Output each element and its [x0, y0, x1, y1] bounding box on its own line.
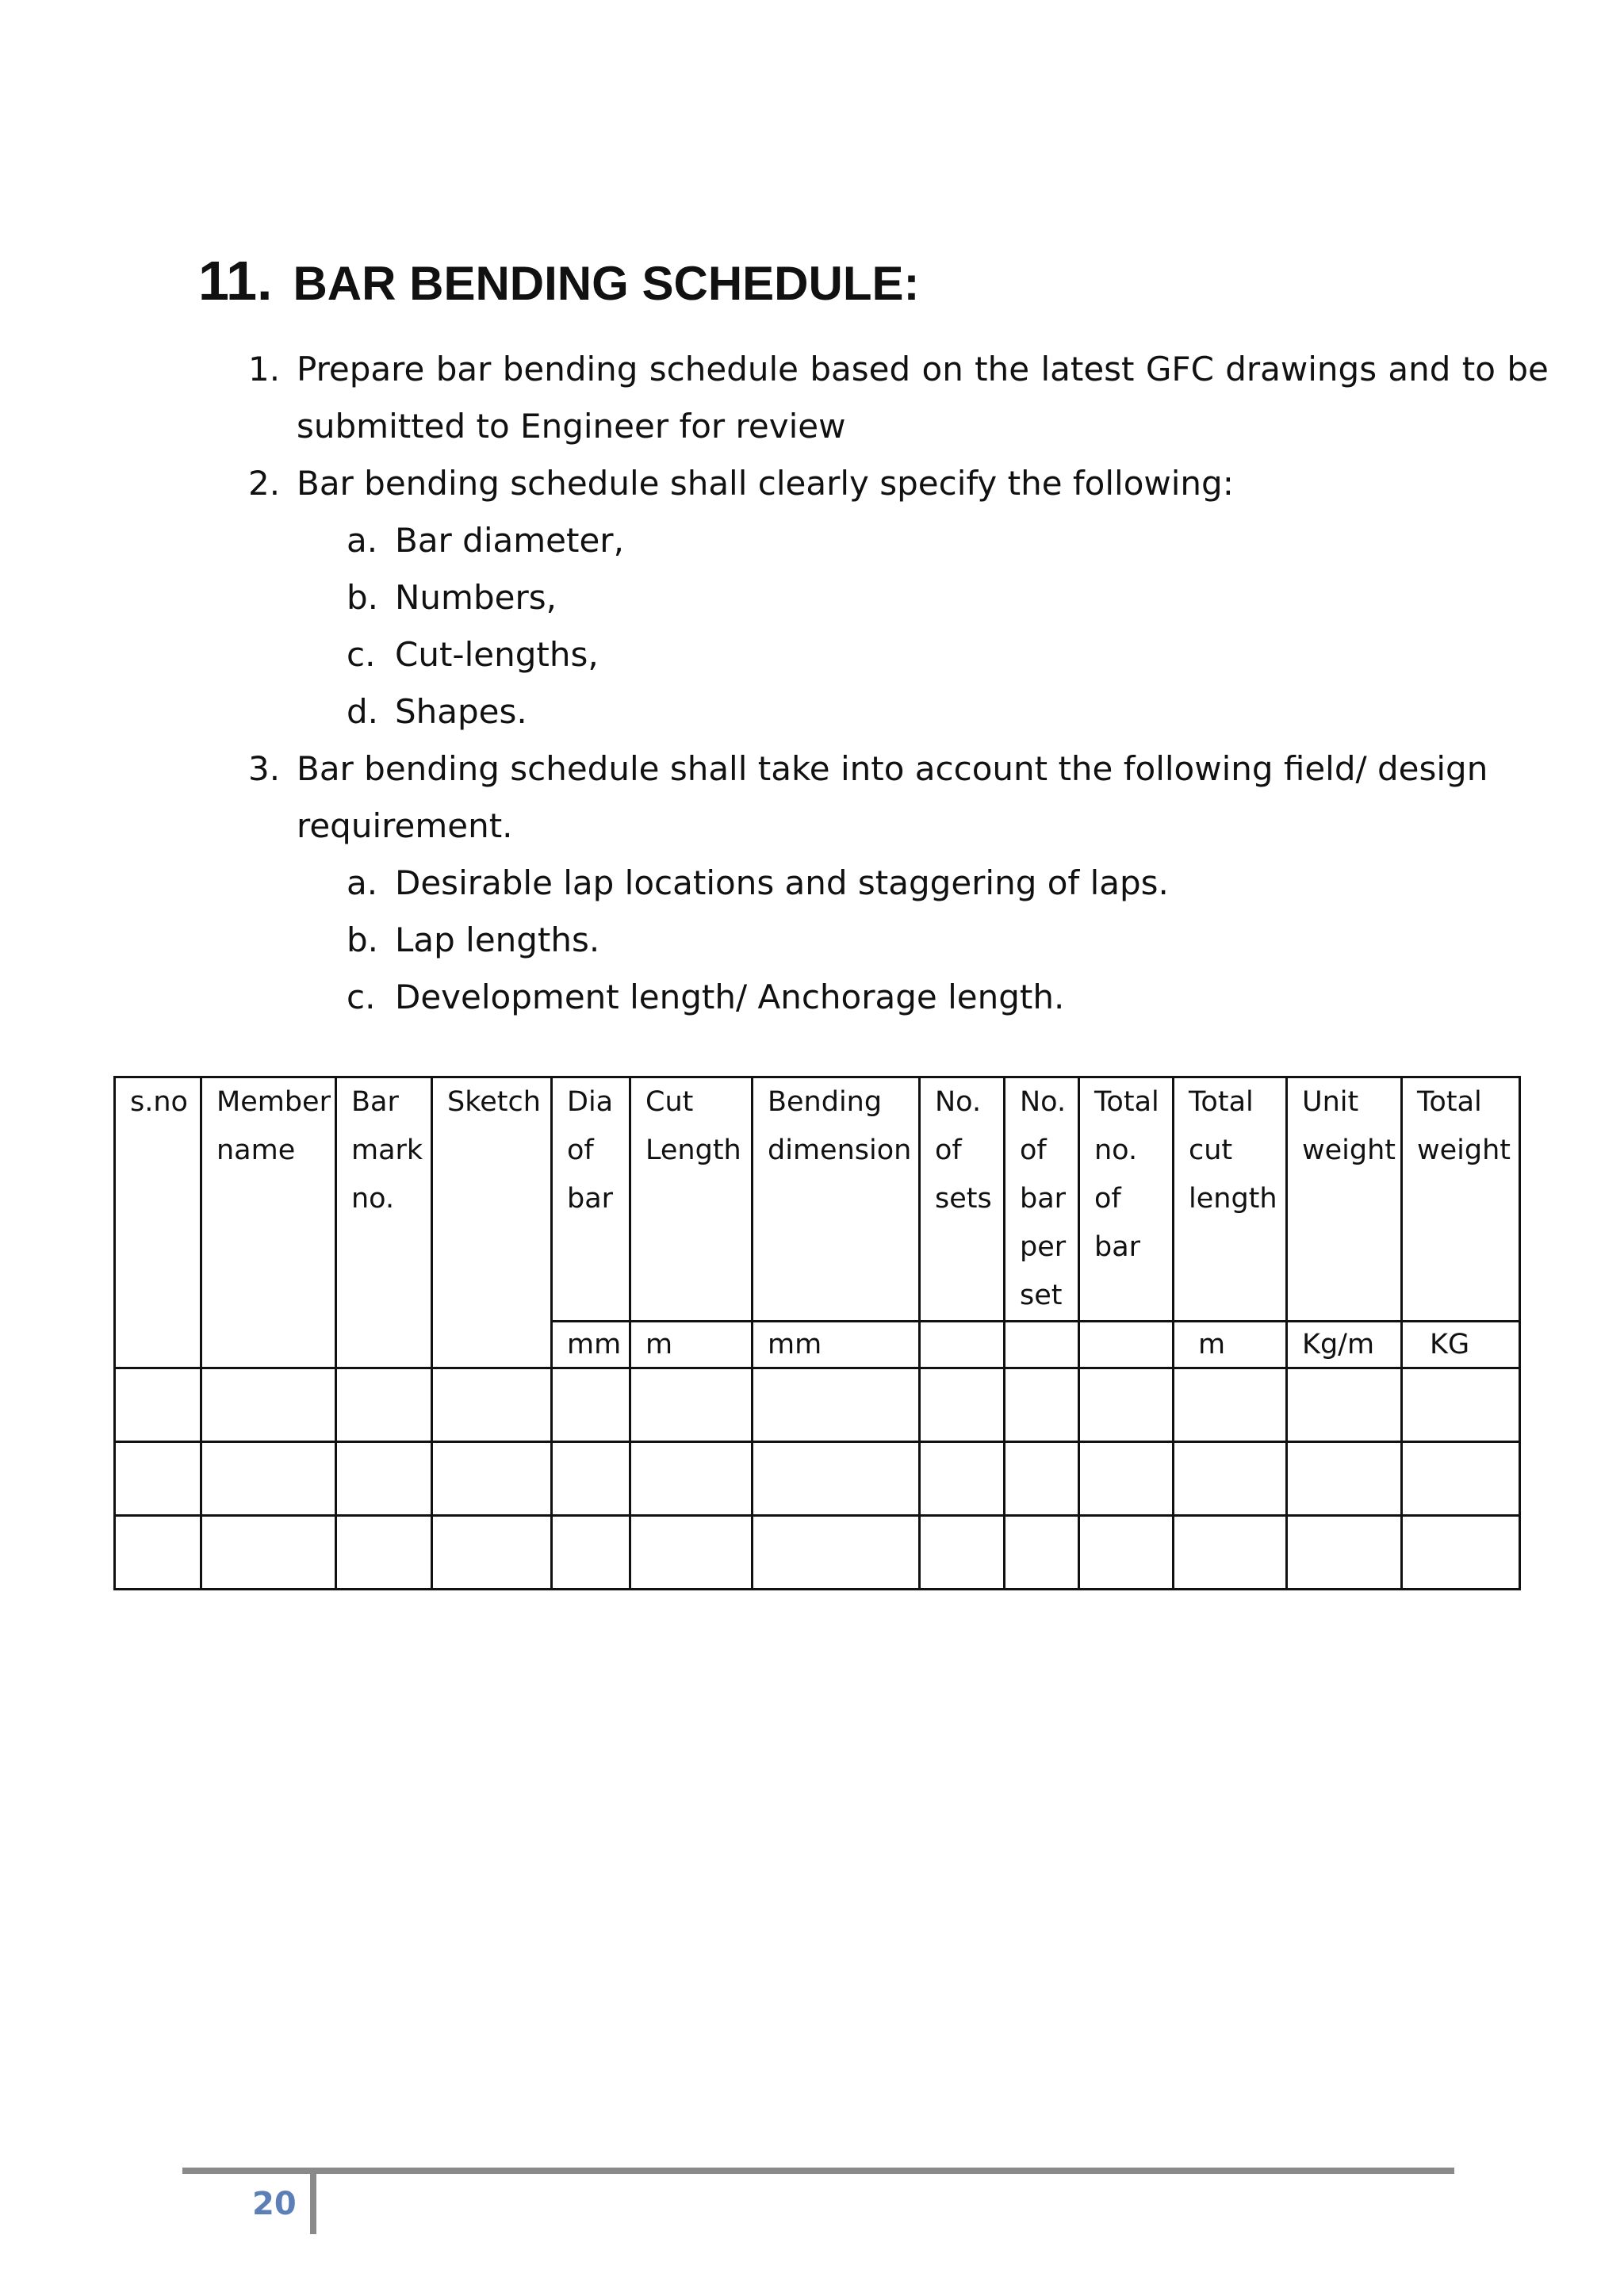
- bar-bending-schedule-table: [113, 1076, 1521, 1590]
- header-cell-sno: [115, 1077, 201, 1368]
- header-word: Length: [645, 1135, 741, 1166]
- header-word: of: [1020, 1135, 1047, 1166]
- table-header-row: [115, 1077, 1520, 1322]
- table-cell: [630, 1516, 753, 1590]
- sub-item-text: Bar diameter,: [395, 521, 624, 560]
- unit-cell: Kg/m: [1287, 1322, 1402, 1368]
- header-cell-dia: [552, 1077, 630, 1322]
- table-cell: [1174, 1368, 1287, 1442]
- sub-item-marker: b.: [347, 578, 379, 617]
- header-word: set: [1020, 1280, 1063, 1311]
- header-word: No.: [935, 1086, 982, 1118]
- header-word: Dia: [567, 1086, 614, 1118]
- table-cell: [201, 1516, 336, 1590]
- header-word: No.: [1020, 1086, 1067, 1118]
- sub-item-text: Lap lengths.: [395, 920, 600, 959]
- table-cell: [201, 1368, 336, 1442]
- unit-cell: mm: [753, 1322, 920, 1368]
- sub-item-marker: d.: [347, 692, 379, 731]
- list-item-text: Bar bending schedule shall clearly specify the following:: [297, 464, 1234, 503]
- sub-item-text: Numbers,: [395, 578, 557, 617]
- table-cell: [1005, 1442, 1079, 1516]
- table-row: [115, 1516, 1520, 1590]
- unit-cell: [1079, 1322, 1174, 1368]
- header-word: mark: [351, 1135, 423, 1166]
- table-cell: [1402, 1516, 1520, 1590]
- header-word: Bar: [351, 1086, 399, 1118]
- table-cell: [1079, 1516, 1174, 1590]
- table-cell: [1005, 1368, 1079, 1442]
- list-item-marker: 3.: [248, 749, 281, 788]
- table-cell: [1402, 1442, 1520, 1516]
- table-cell: [432, 1368, 552, 1442]
- header-word: dimension: [768, 1135, 912, 1166]
- sub-item-text: Cut-lengths,: [395, 635, 599, 674]
- table-cell: [753, 1442, 920, 1516]
- header-word: name: [216, 1135, 296, 1166]
- header-cell-total-cut-length: [1174, 1077, 1287, 1322]
- unit-cell: [1005, 1322, 1079, 1368]
- table-cell: [432, 1442, 552, 1516]
- section-title: BAR BENDING SCHEDULE:: [293, 257, 920, 310]
- header-word: Cut: [645, 1086, 694, 1118]
- table-cell: [1287, 1516, 1402, 1590]
- header-cell-bar-mark: [336, 1077, 432, 1368]
- header-cell-member-name: [201, 1077, 336, 1368]
- header-word: length: [1189, 1183, 1277, 1215]
- table-cell: [552, 1368, 630, 1442]
- list-item-text: Prepare bar bending schedule based on the latest GFC drawings and to be: [297, 350, 1549, 388]
- header-cell-unit-weight: [1287, 1077, 1402, 1322]
- unit-cell: mm: [552, 1322, 630, 1368]
- table-cell: [115, 1368, 201, 1442]
- table-cell: [552, 1442, 630, 1516]
- header-cell-total-weight: [1402, 1077, 1520, 1322]
- header-word: Member: [216, 1086, 331, 1118]
- table-cell: [1287, 1368, 1402, 1442]
- table-cell: [1402, 1368, 1520, 1442]
- header-cell-bars-per-set: [1005, 1077, 1079, 1322]
- table-cell: [1174, 1442, 1287, 1516]
- table-cell: [753, 1516, 920, 1590]
- header-cell-no-of-sets: [920, 1077, 1005, 1322]
- table-cell: [920, 1516, 1005, 1590]
- header-word: Unit: [1302, 1086, 1359, 1118]
- header-word: no.: [351, 1183, 395, 1215]
- list-item-marker: 1.: [248, 350, 281, 388]
- sub-item-text: Development length/ Anchorage length.: [395, 978, 1065, 1016]
- header-word: Total: [1094, 1086, 1159, 1118]
- table-cell: [630, 1442, 753, 1516]
- header-word: Total: [1189, 1086, 1254, 1118]
- header-word: Sketch: [447, 1086, 541, 1118]
- header-word: of: [1094, 1183, 1121, 1215]
- table-cell: [630, 1368, 753, 1442]
- header-word: no.: [1094, 1135, 1138, 1166]
- section-heading: [198, 249, 919, 312]
- header-word: s.no: [130, 1086, 188, 1118]
- header-word: bar: [567, 1183, 614, 1215]
- table-row: [115, 1442, 1520, 1516]
- header-word: Total: [1417, 1086, 1482, 1118]
- table-cell: [336, 1442, 432, 1516]
- table-cell: [1005, 1516, 1079, 1590]
- sub-item-marker: a.: [347, 863, 378, 902]
- header-word: bar: [1094, 1231, 1141, 1263]
- list-item-text: Bar bending schedule shall take into account the following field/ design: [297, 749, 1488, 788]
- table-cell: [201, 1442, 336, 1516]
- unit-cell: m: [630, 1322, 753, 1368]
- header-word: of: [567, 1135, 594, 1166]
- page-number: 20: [252, 2186, 297, 2222]
- header-word: of: [935, 1135, 962, 1166]
- table-cell: [1079, 1442, 1174, 1516]
- table-cell: [336, 1368, 432, 1442]
- header-word: sets: [935, 1183, 992, 1215]
- table-row: [115, 1368, 1520, 1442]
- unit-cell: [920, 1322, 1005, 1368]
- table-cell: [753, 1368, 920, 1442]
- header-cell-bending-dimension: [753, 1077, 920, 1322]
- table-cell: [552, 1516, 630, 1590]
- table-cell: [1174, 1516, 1287, 1590]
- sub-item-marker: a.: [347, 521, 378, 560]
- header-word: bar: [1020, 1183, 1067, 1215]
- list-item-text: requirement.: [297, 806, 513, 845]
- unit-cell: m: [1174, 1322, 1287, 1368]
- header-cell-cut-length: [630, 1077, 753, 1322]
- header-word: cut: [1189, 1135, 1233, 1166]
- header-word: weight: [1417, 1135, 1511, 1166]
- header-cell-sketch: [432, 1077, 552, 1368]
- sub-item-marker: b.: [347, 920, 379, 959]
- footer-rule: [182, 2168, 1454, 2174]
- sub-item-marker: c.: [347, 635, 376, 674]
- header-cell-total-bars: [1079, 1077, 1174, 1322]
- sub-item-text: Shapes.: [395, 692, 527, 731]
- table-cell: [115, 1442, 201, 1516]
- sub-item-text: Desirable lap locations and staggering of laps.: [395, 863, 1169, 902]
- table-cell: [920, 1442, 1005, 1516]
- table-cell: [1079, 1368, 1174, 1442]
- table-cell: [1287, 1442, 1402, 1516]
- table-cell: [432, 1516, 552, 1590]
- list-item-text: submitted to Engineer for review: [297, 407, 846, 446]
- list-item-marker: 2.: [248, 464, 281, 503]
- header-word: Bending: [768, 1086, 883, 1118]
- table-cell: [115, 1516, 201, 1590]
- footer-divider: [310, 2168, 316, 2234]
- table-cell: [336, 1516, 432, 1590]
- table-cell: [920, 1368, 1005, 1442]
- section-number: 11.: [198, 250, 273, 312]
- sub-item-marker: c.: [347, 978, 376, 1016]
- header-word: weight: [1302, 1135, 1396, 1166]
- unit-cell: KG: [1402, 1322, 1520, 1368]
- header-word: per: [1020, 1231, 1067, 1263]
